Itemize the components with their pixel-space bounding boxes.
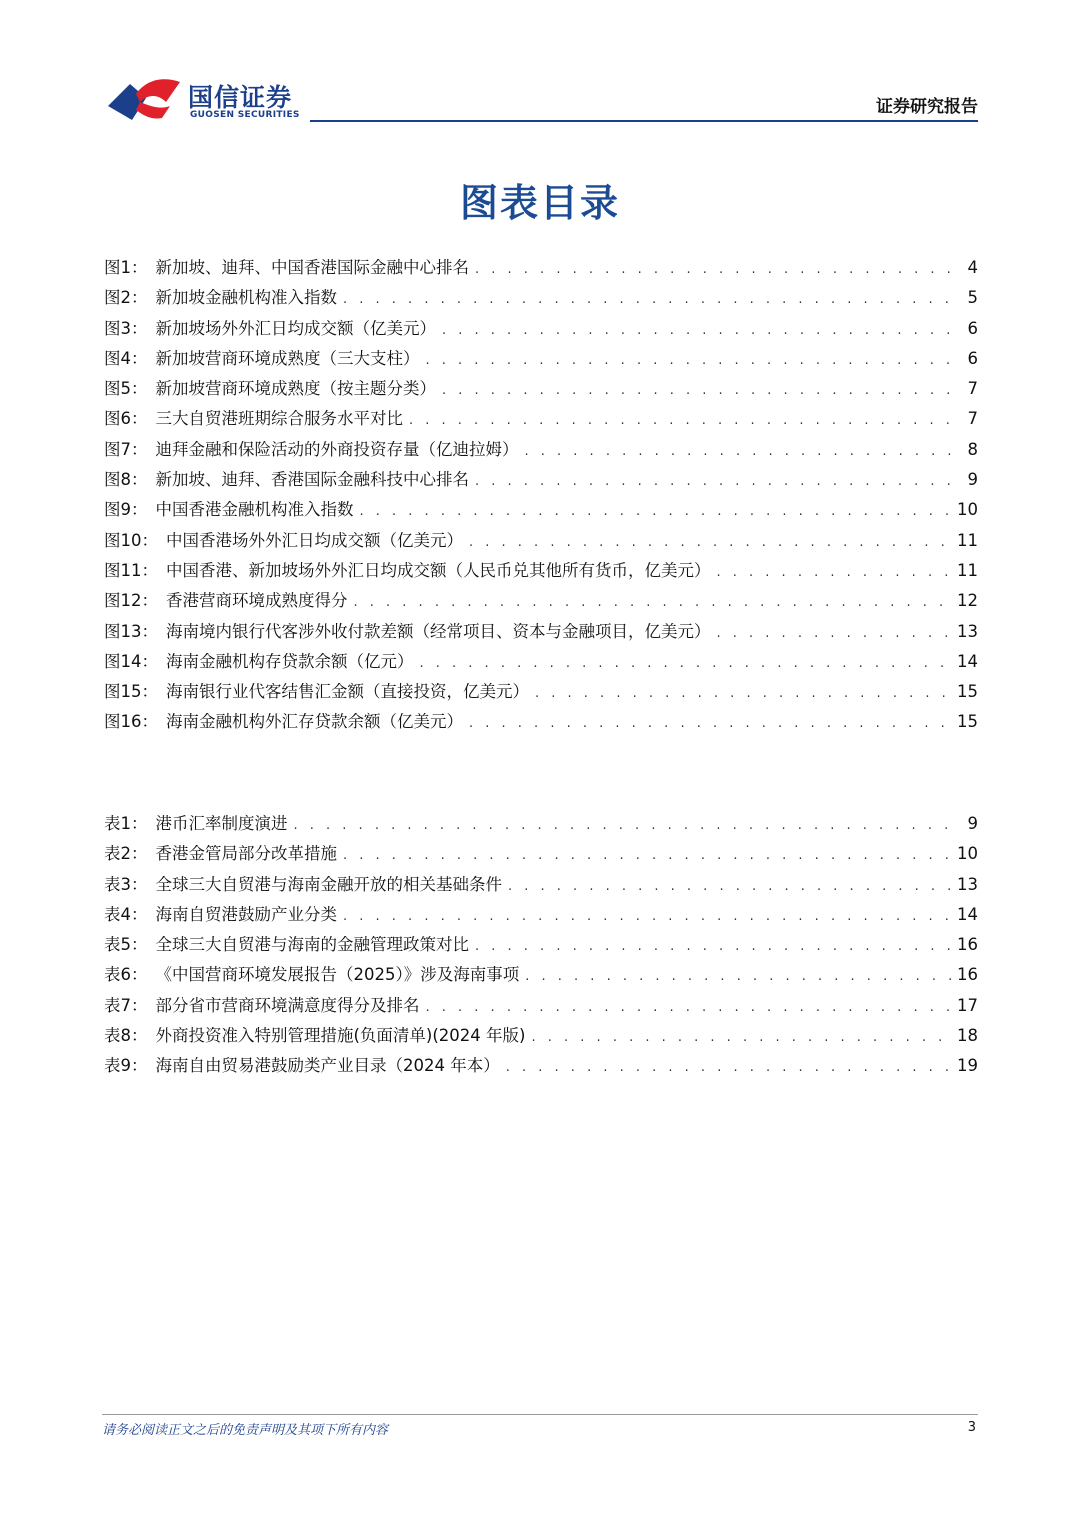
figure-entry[interactable] xyxy=(104,618,978,648)
figure-entry[interactable] xyxy=(104,345,978,375)
figure-page-number: 7 xyxy=(967,409,978,429)
figure-page-number: 6 xyxy=(967,318,978,338)
dot-leader xyxy=(475,474,958,489)
table-title: 全球三大自贸港与海南金融开放的相关基础条件 xyxy=(155,874,502,894)
logo-english-name: GUOSEN SECURITIES xyxy=(190,110,300,120)
guosen-logo-icon xyxy=(106,76,184,122)
page-title: 图表目录 xyxy=(459,181,620,225)
figure-label: 图14： xyxy=(104,651,158,671)
dot-leader xyxy=(426,1000,952,1015)
figure-title: 海南境内银行代客涉外收付款差额（经常项目、资本与金融项目，亿美元） xyxy=(166,621,711,641)
figure-page-number: 11 xyxy=(957,560,978,580)
figure-label: 图12： xyxy=(104,591,158,611)
figure-label: 图16： xyxy=(104,712,158,732)
logo-chinese-name: 国信证券 xyxy=(188,83,293,112)
table-page-number: 16 xyxy=(957,965,978,985)
table-page-number: 18 xyxy=(957,1026,978,1046)
table-entry[interactable] xyxy=(104,931,978,961)
figure-entry[interactable] xyxy=(104,496,978,526)
dot-leader xyxy=(343,292,958,307)
figure-title: 三大自贸港班期综合服务水平对比 xyxy=(155,409,403,429)
figure-label: 图3： xyxy=(104,318,148,338)
table-label: 表2： xyxy=(104,844,148,864)
table-title: 海南自由贸易港鼓励类产业目录（2024 年本） xyxy=(155,1056,500,1076)
figure-entry[interactable] xyxy=(104,254,978,284)
table-entry[interactable] xyxy=(104,840,978,870)
dot-leader xyxy=(717,565,952,580)
figure-page-number: 15 xyxy=(957,712,978,732)
figure-page-number: 10 xyxy=(957,500,978,520)
figure-title: 中国香港金融机构准入指数 xyxy=(155,500,354,520)
figure-label: 图15： xyxy=(104,682,158,702)
dot-leader xyxy=(525,969,951,984)
figure-entry[interactable] xyxy=(104,648,978,678)
dot-leader xyxy=(475,262,958,277)
figure-label: 图11： xyxy=(104,560,158,580)
table-page-number: 13 xyxy=(957,874,978,894)
table-entry[interactable] xyxy=(104,871,978,901)
table-title: 部分省市营商环境满意度得分及排名 xyxy=(155,995,420,1015)
dot-leader xyxy=(360,504,952,519)
table-title: 香港金管局部分改革措施 xyxy=(155,844,337,864)
table-index-list xyxy=(104,810,978,1083)
figure-title: 新加坡营商环境成熟度（三大支柱） xyxy=(155,348,420,368)
table-entry[interactable] xyxy=(104,1052,978,1082)
dot-leader xyxy=(469,716,951,731)
report-type-label: 证券研究报告 xyxy=(876,97,978,117)
figure-page-number: 6 xyxy=(967,348,978,368)
table-label: 表5： xyxy=(104,935,148,955)
table-page-number: 10 xyxy=(957,844,978,864)
table-title: 外商投资准入特别管理措施(负面清单)(2024 年版) xyxy=(155,1026,526,1046)
figure-title: 香港营商环境成熟度得分 xyxy=(166,591,348,611)
figure-index-list xyxy=(104,254,978,739)
figure-title: 海南金融机构存贷款余额（亿元） xyxy=(166,651,414,671)
dot-leader xyxy=(525,444,959,459)
figure-page-number: 7 xyxy=(967,379,978,399)
figure-page-number: 15 xyxy=(957,682,978,702)
table-label: 表7： xyxy=(104,995,148,1015)
dot-leader xyxy=(508,879,951,894)
dot-leader xyxy=(532,1030,952,1045)
figure-page-number: 9 xyxy=(967,470,978,490)
dot-leader xyxy=(442,323,958,338)
figure-entry[interactable] xyxy=(104,315,978,345)
dot-leader xyxy=(409,413,958,428)
table-entry[interactable] xyxy=(104,1022,978,1052)
disclaimer-note: 请务必阅读正文之后的免责声明及其项下所有内容 xyxy=(102,1423,389,1438)
footer-divider xyxy=(102,1414,978,1415)
dot-leader xyxy=(294,818,959,833)
dot-leader xyxy=(343,909,951,924)
table-page-number: 16 xyxy=(957,935,978,955)
figure-label: 图5： xyxy=(104,379,148,399)
figure-entry[interactable] xyxy=(104,678,978,708)
table-page-number: 9 xyxy=(967,814,978,833)
figure-entry[interactable] xyxy=(104,436,978,466)
figure-entry[interactable] xyxy=(104,284,978,314)
table-page-number: 19 xyxy=(957,1056,978,1076)
figure-label: 图7： xyxy=(104,439,148,459)
table-title: 全球三大自贸港与海南的金融管理政策对比 xyxy=(155,935,469,955)
page-header xyxy=(0,0,1080,130)
figure-title: 中国香港、新加坡场外外汇日均成交额（人民币兑其他所有货币，亿美元） xyxy=(166,560,711,580)
dot-leader xyxy=(354,595,952,610)
figure-label: 图4： xyxy=(104,348,148,368)
figure-entry[interactable] xyxy=(104,708,978,738)
figure-page-number: 14 xyxy=(957,651,978,671)
dot-leader xyxy=(343,848,951,863)
figure-title: 新加坡、迪拜、中国香港国际金融中心排名 xyxy=(155,258,469,277)
figure-label: 图1： xyxy=(104,258,148,277)
table-entry[interactable] xyxy=(104,810,978,840)
figure-entry[interactable] xyxy=(104,527,978,557)
table-page-number: 17 xyxy=(957,995,978,1015)
figure-title: 中国香港场外外汇日均成交额（亿美元） xyxy=(166,530,463,550)
figure-title: 海南金融机构外汇存贷款余额（亿美元） xyxy=(166,712,463,732)
figure-page-number: 5 xyxy=(967,288,978,308)
figure-label: 图8： xyxy=(104,470,148,490)
table-title: 港币汇率制度演进 xyxy=(155,814,288,833)
figure-title: 新加坡、迪拜、香港国际金融科技中心排名 xyxy=(155,470,469,490)
header-divider xyxy=(310,120,978,122)
table-entry[interactable] xyxy=(104,992,978,1022)
dot-leader xyxy=(426,353,959,368)
table-title: 海南自贸港鼓励产业分类 xyxy=(155,904,337,924)
figure-page-number: 8 xyxy=(967,439,978,459)
table-label: 表9： xyxy=(104,1056,148,1076)
table-label: 表4： xyxy=(104,904,148,924)
figure-title: 海南银行业代客结售汇金额（直接投资，亿美元） xyxy=(166,682,529,702)
figure-label: 图6： xyxy=(104,409,148,429)
figure-entry[interactable] xyxy=(104,466,978,496)
figure-entry[interactable] xyxy=(104,587,978,617)
figure-entry[interactable] xyxy=(104,375,978,405)
table-entry[interactable] xyxy=(104,901,978,931)
table-entry[interactable] xyxy=(104,961,978,991)
figure-page-number: 13 xyxy=(957,621,978,641)
dot-leader xyxy=(717,626,952,641)
figure-title: 新加坡营商环境成熟度（按主题分类） xyxy=(155,379,436,399)
table-label: 表6： xyxy=(104,965,148,985)
table-page-number: 14 xyxy=(957,904,978,924)
figure-page-number: 4 xyxy=(967,258,978,277)
table-label: 表3： xyxy=(104,874,148,894)
page-number: 3 xyxy=(967,1420,976,1435)
dot-leader xyxy=(475,939,951,954)
dot-leader xyxy=(506,1060,951,1075)
dot-leader xyxy=(442,383,958,398)
dot-leader xyxy=(469,535,951,550)
figure-title: 新加坡金融机构准入指数 xyxy=(155,288,337,308)
figure-page-number: 12 xyxy=(957,591,978,611)
figure-label: 图2： xyxy=(104,288,148,308)
table-label: 表8： xyxy=(104,1026,148,1046)
figure-label: 图13： xyxy=(104,621,158,641)
table-title: 《中国营商环境发展报告（2025）》涉及海南事项 xyxy=(155,965,520,985)
figure-label: 图9： xyxy=(104,500,148,520)
figure-entry[interactable] xyxy=(104,557,978,587)
dot-leader xyxy=(535,686,951,701)
dot-leader xyxy=(420,656,952,671)
figure-title: 新加坡场外外汇日均成交额（亿美元） xyxy=(155,318,436,338)
figure-page-number: 11 xyxy=(957,530,978,550)
figure-entry[interactable] xyxy=(104,405,978,435)
table-label: 表1： xyxy=(104,814,148,833)
figure-title: 迪拜金融和保险活动的外商投资存量（亿迪拉姆） xyxy=(155,439,519,459)
figure-label: 图10： xyxy=(104,530,158,550)
